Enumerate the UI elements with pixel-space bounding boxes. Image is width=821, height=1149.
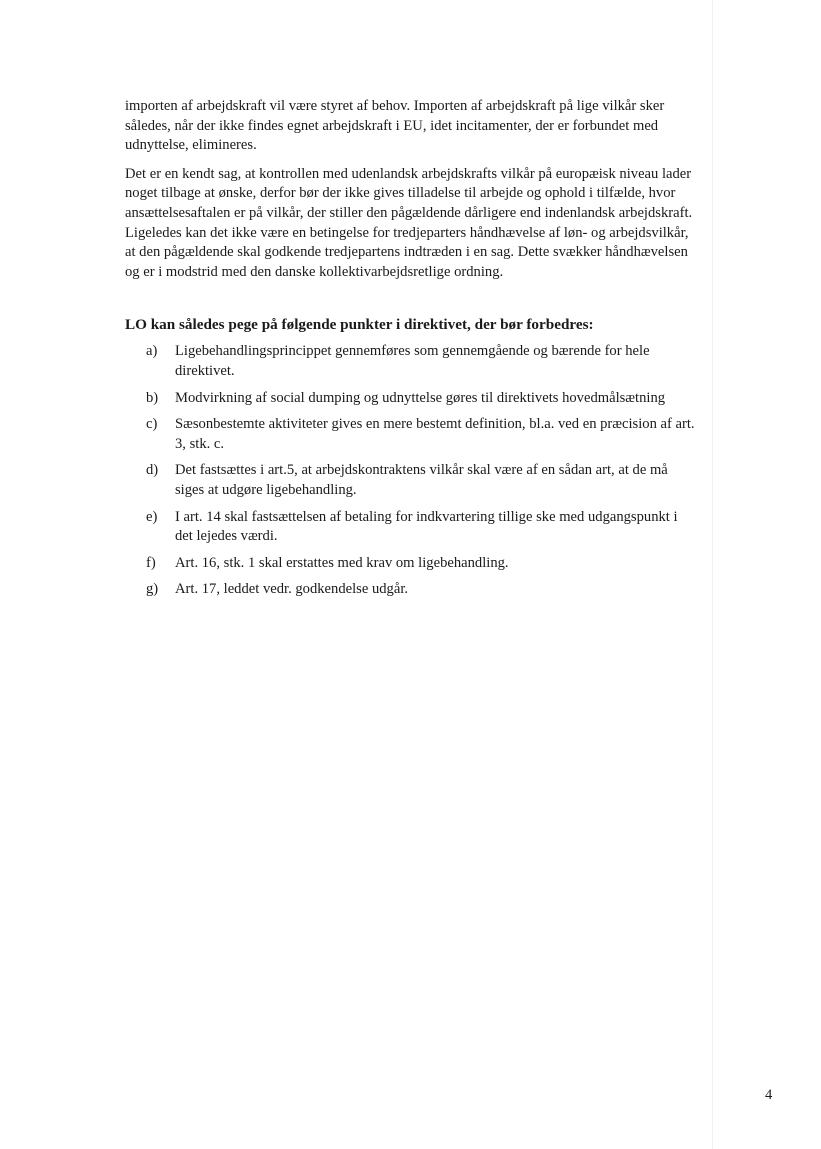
improvement-list [125, 342, 695, 600]
list-marker: b) [146, 389, 159, 406]
list-item-text: Art. 17, leddet vedr. godkendelse udgår. [175, 581, 409, 598]
list-item [125, 389, 695, 409]
list-item-text: Art. 16, stk. 1 skal erstattes med krav om ligebehandling. [175, 554, 509, 571]
paragraph-2: Det er en kendt sag, at kontrollen med udenlandsk arbejdskrafts vilkår på europæisk niveau lader noget tilbage at ønske, derfor bør der ikke gives tilladelse til arbejde og ophold i tilfælde, hvor ansættelsesaftalen er på vilkår, der stiller den pågældende dårligere end indenlandsk arbejdskraft. Ligeledes kan det ikke være en betingelse for tredjeparters håndhævelse af løn- og arbejdsvilkår, at den pågældende skal godkende tredjepartens indtræden i en sag. Dette svækker håndhævelsen og er i modstrid med den danske kollektivarbejdsretlige ordning. [125, 165, 693, 280]
list-marker: g) [146, 581, 159, 598]
list-item-text: Det fastsættes i art.5, at arbejdskontraktens vilkår skal være af en sådan art, at de må siges at udgøre ligebehandling. [175, 462, 668, 498]
list-item [125, 461, 695, 500]
list-item [125, 508, 695, 547]
paragraph-1: importen af arbejdskraft vil være styret af behov. Importen af arbejdskraft på lige vilkår sker således, når der ikke findes egnet arbejdskraft i EU, idet incitamenter, der er forbundet med udnyttelse, elimineres. [125, 98, 665, 154]
list-item [125, 580, 695, 600]
list-item-text: Sæsonbestemte aktiviteter gives en mere bestemt definition, bl.a. ved en præcision af art. 3, stk. c. [175, 416, 695, 452]
section-heading: LO kan således pege på følgende punkter i direktivet, der bør forbedres: [125, 316, 594, 334]
list-item-text: I art. 14 skal fastsættelsen af betaling for indkvartering tillige ske med udgangspunkt i det lejedes værdi. [175, 508, 678, 545]
list-item [125, 415, 695, 454]
list-item [125, 342, 695, 381]
list-item [125, 554, 695, 574]
list-marker: f) [146, 554, 156, 571]
page-number: 4 [765, 1087, 773, 1103]
list-item-text: Ligebehandlingsprincippet gennemføres som gennemgående og bærende for hele direktivet. [175, 343, 650, 379]
list-marker: e) [146, 508, 158, 525]
page-edge-line [712, 0, 713, 1149]
list-marker: a) [146, 343, 158, 360]
document-body [125, 97, 695, 600]
list-marker: d) [146, 462, 159, 479]
list-item-text: Modvirkning af social dumping og udnyttelse gøres til direktivets hovedmålsætning [175, 389, 666, 406]
list-marker: c) [146, 416, 158, 433]
